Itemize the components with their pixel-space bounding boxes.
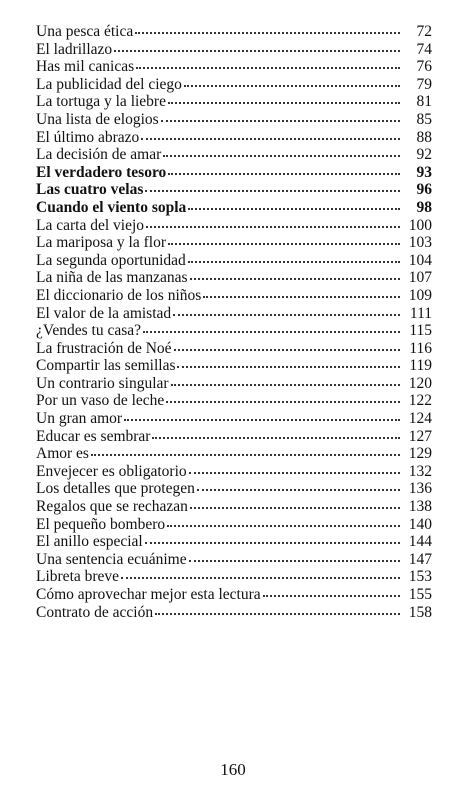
entry-page-number: 107 [408, 269, 432, 287]
toc-entry [36, 75, 432, 93]
dot-leader [177, 356, 400, 370]
toc-entry [36, 585, 432, 603]
entry-page-number: 92 [416, 146, 432, 164]
entry-page-number: 127 [408, 427, 432, 445]
entry-page-number: 155 [408, 586, 432, 603]
dot-leader [203, 286, 400, 300]
toc-entry [36, 444, 432, 462]
entry-page-number: 116 [409, 339, 432, 357]
dot-leader [168, 92, 400, 106]
entry-page-number: 72 [416, 23, 432, 40]
entry-page-number: 122 [408, 392, 432, 410]
entry-title: La carta del viejo [36, 216, 145, 234]
toc-entry [36, 479, 432, 497]
dot-leader [174, 339, 400, 353]
entry-page-number: 136 [408, 480, 432, 498]
entry-page-number: 120 [408, 374, 432, 392]
toc-entry [36, 374, 432, 392]
entry-title: La mariposa y la flor [36, 234, 166, 252]
entry-page-number: 98 [416, 198, 432, 216]
entry-title: Una pesca ética [36, 23, 134, 40]
dot-leader [145, 180, 400, 194]
entry-title: La publicidad del ciego [36, 75, 182, 93]
entry-page-number: 158 [408, 603, 432, 621]
entry-page-number: 109 [408, 286, 432, 304]
entry-title: El valor de la amistad [36, 304, 172, 322]
toc-entry [36, 286, 432, 304]
dot-leader [124, 409, 400, 423]
dot-leader [135, 22, 400, 36]
entry-page-number: 147 [408, 550, 432, 568]
dot-leader [155, 603, 400, 617]
entry-page-number: 140 [408, 515, 432, 533]
toc-entry [36, 145, 432, 163]
dot-leader [167, 515, 400, 529]
entry-title: La tortuga y la liebre [36, 93, 166, 111]
dot-leader [121, 567, 400, 581]
dot-leader [189, 550, 400, 564]
dot-leader [152, 427, 400, 441]
dot-leader [168, 163, 400, 177]
entry-page-number: 132 [408, 462, 432, 480]
entry-title: Los detalles que protegen [36, 480, 195, 498]
toc-entry [36, 128, 432, 146]
dot-leader [163, 145, 400, 159]
entry-page-number: 153 [408, 568, 432, 586]
toc-entry [36, 550, 432, 568]
entry-title: El verdadero tesoro [36, 163, 167, 181]
entry-title: Una sentencia ecuánime [36, 550, 187, 568]
dot-leader [161, 110, 400, 124]
entry-title: El diccionario de los niños [36, 286, 202, 304]
dot-leader [184, 75, 400, 89]
dot-leader [136, 57, 400, 71]
dot-leader [189, 462, 400, 476]
toc-entry [36, 216, 432, 234]
dot-leader [263, 585, 400, 599]
dot-leader [146, 216, 400, 230]
toc-entry [36, 462, 432, 480]
entry-page-number: 119 [409, 357, 432, 375]
entry-page-number: 115 [409, 322, 432, 340]
entry-page-number: 76 [416, 58, 432, 76]
entry-page-number: 100 [408, 216, 432, 234]
entry-title: La segunda oportunidad [36, 251, 186, 269]
entry-page-number: 104 [408, 251, 432, 269]
dot-leader [188, 198, 400, 212]
toc-entry [36, 180, 432, 198]
entry-title: El último abrazo [36, 128, 140, 146]
entry-title: La frustración de Noé [36, 339, 172, 357]
toc-entry [36, 603, 432, 621]
entry-title: Regalos que se rechazan [36, 498, 188, 516]
entry-title: Cómo aprovechar mejor esta lectura [36, 586, 261, 603]
entry-title: Un gran amor [36, 410, 123, 428]
toc-entry [36, 497, 432, 515]
entry-title: Las cuatro velas [36, 181, 144, 199]
dot-leader [143, 321, 400, 335]
toc-entry [36, 110, 432, 128]
entry-title: El ladrillazo [36, 40, 113, 58]
dot-leader [141, 128, 400, 142]
table-of-contents [36, 22, 432, 620]
dot-leader [145, 532, 400, 546]
entry-title: Cuando el viento sopla [36, 198, 187, 216]
entry-page-number: 85 [416, 110, 432, 128]
toc-entry [36, 268, 432, 286]
entry-title: Amor es [36, 445, 89, 463]
entry-page-number: 138 [408, 498, 432, 516]
entry-page-number: 111 [409, 304, 432, 322]
entry-title: La niña de las manzanas [36, 269, 188, 287]
entry-title: Un contrario singular [36, 374, 169, 392]
entry-page-number: 96 [416, 181, 432, 199]
entry-page-number: 103 [408, 234, 432, 252]
entry-title: Contrato de acción [36, 603, 154, 621]
entry-title: Educar es sembrar [36, 427, 151, 445]
entry-title: Una lista de elogios [36, 110, 159, 128]
toc-entry [36, 391, 432, 409]
toc-entry [36, 251, 432, 269]
toc-entry [36, 163, 432, 181]
dot-leader [91, 444, 400, 458]
entry-page-number: 124 [408, 410, 432, 428]
toc-entry [36, 532, 432, 550]
entry-title: La decisión de amar [36, 146, 162, 164]
dot-leader [171, 374, 400, 388]
toc-entry [36, 198, 432, 216]
toc-entry [36, 233, 432, 251]
toc-entry [36, 321, 432, 339]
toc-entry [36, 304, 432, 322]
toc-entry [36, 427, 432, 445]
entry-title: El anillo especial [36, 533, 143, 551]
entry-page-number: 129 [408, 445, 432, 463]
toc-entry [36, 356, 432, 374]
entry-title: Envejecer es obligatorio [36, 462, 187, 480]
dot-leader [166, 391, 400, 405]
entry-title: Libreta breve [36, 568, 120, 586]
toc-entry [36, 40, 432, 58]
entry-title: Por un vaso de leche [36, 392, 165, 410]
toc-entry [36, 22, 432, 40]
entry-title: Compartir las semillas [36, 357, 176, 375]
entry-page-number: 74 [416, 40, 432, 58]
toc-entry [36, 57, 432, 75]
dot-leader [114, 40, 400, 54]
dot-leader [173, 304, 400, 318]
toc-entry [36, 92, 432, 110]
dot-leader [190, 268, 401, 282]
dot-leader [168, 233, 400, 247]
toc-entry [36, 567, 432, 585]
entry-title: ¿Vendes tu casa? [36, 322, 142, 340]
dot-leader [190, 497, 400, 511]
entry-page-number: 144 [408, 533, 432, 551]
dot-leader [188, 251, 400, 265]
page-number: 160 [220, 760, 246, 779]
entry-title: El pequeño bombero [36, 515, 166, 533]
toc-entry [36, 339, 432, 357]
toc-entry [36, 409, 432, 427]
entry-page-number: 88 [416, 128, 432, 146]
entry-page-number: 81 [416, 93, 432, 111]
entry-page-number: 93 [416, 163, 432, 181]
dot-leader [197, 479, 400, 493]
entry-page-number: 79 [416, 75, 432, 93]
toc-entry [36, 515, 432, 533]
entry-title: Has mil canicas [36, 58, 135, 76]
